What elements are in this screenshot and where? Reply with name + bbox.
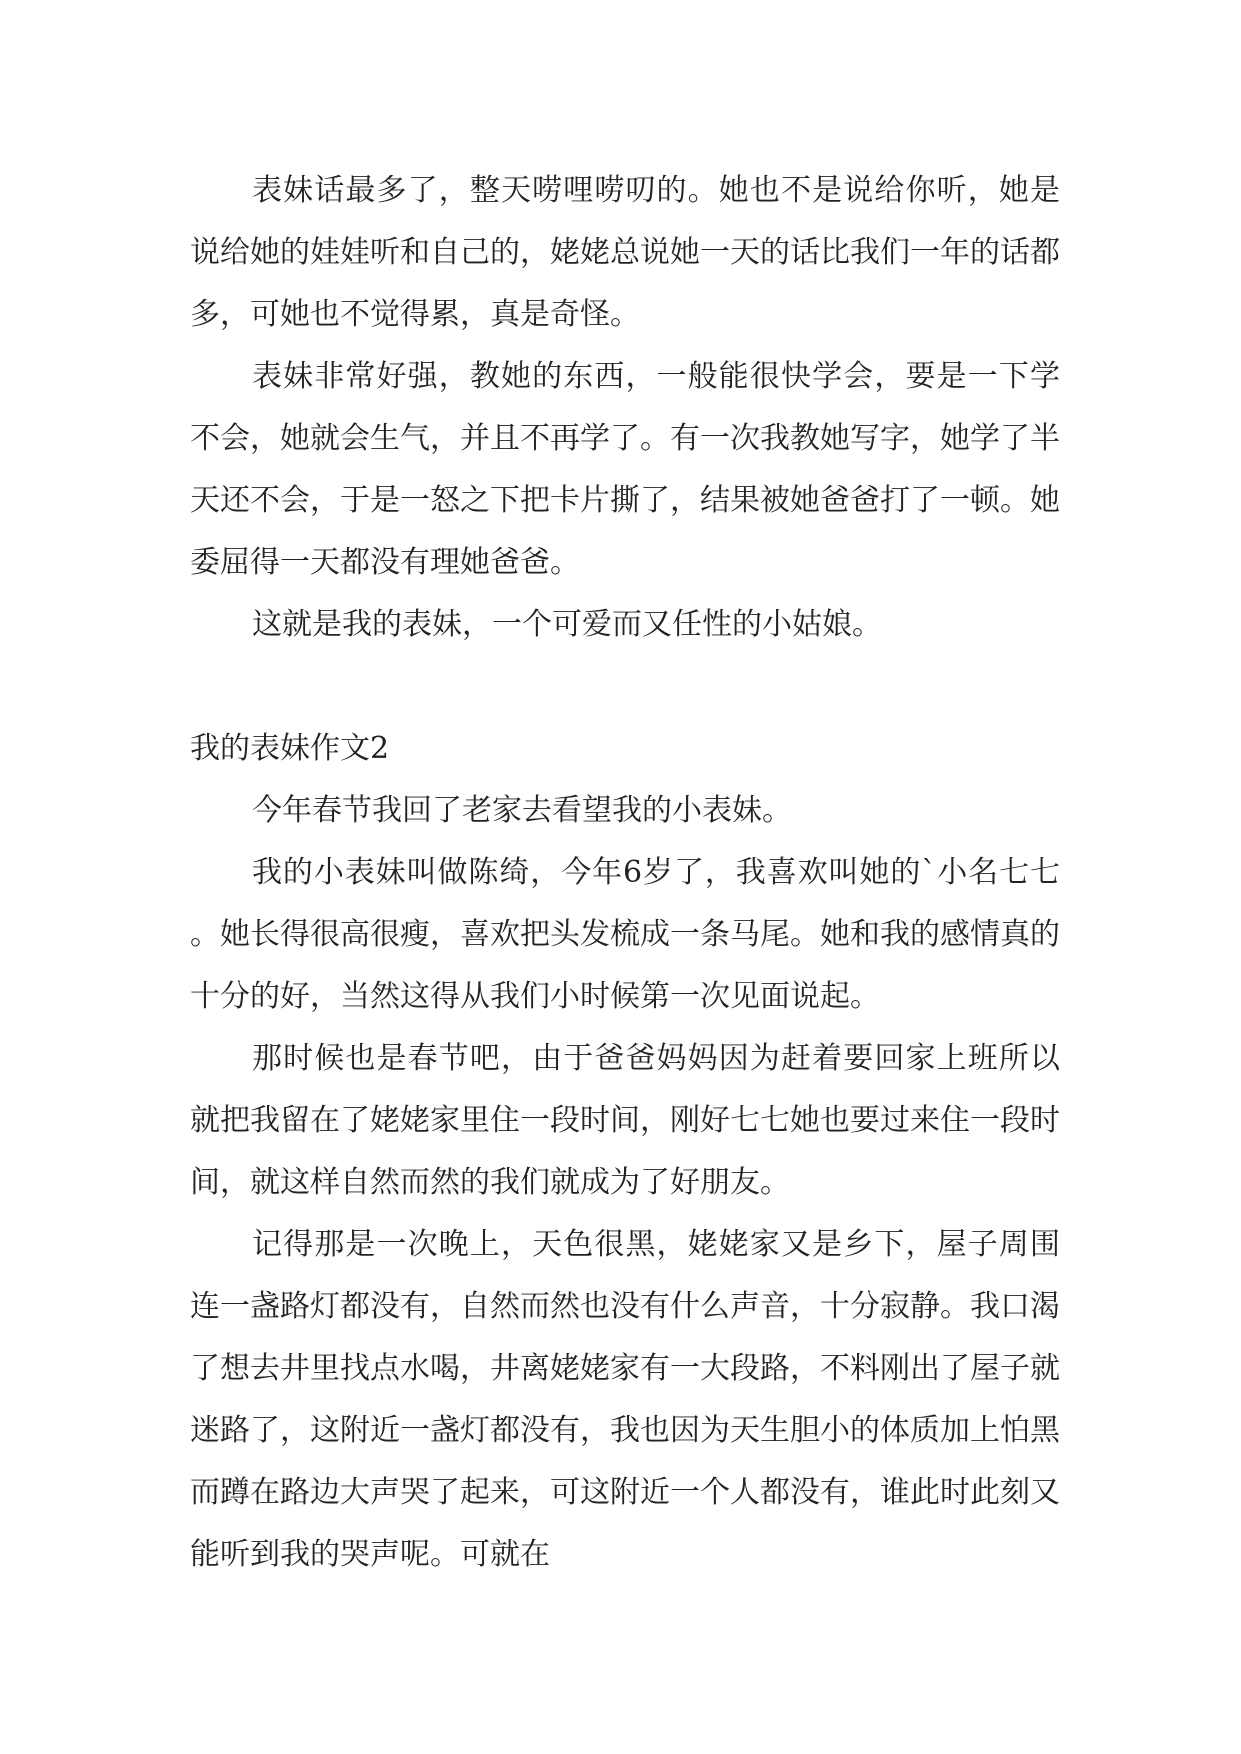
section-title: 我的表妹作文2: [190, 731, 390, 766]
paragraph: 今年春节我回了老家去看望我的小表妹。: [252, 793, 792, 828]
paragraph: 这就是我的表妹，一个可爱而又任性的小姑娘。: [252, 607, 882, 642]
section-gap: [190, 656, 1060, 718]
paragraph: 我的小表妹叫做陈绮，今年6岁了，我喜欢叫她的`小名七七。她长得很高很瘦，喜欢把头发梳成一条马尾。她和我的感情真的十分的好，当然这得从我们小时候第一次见面说起。: [190, 855, 1060, 1014]
paragraph: 表妹非常好强，教她的东西，一般能很快学会，要是一下学不会，她就会生气，并且不再学了。有一次我教她写字，她学了半天还不会，于是一怒之下把卡片撕了，结果被她爸爸打了一顿。她委屈得一天都没有理她爸爸。: [190, 359, 1060, 580]
paragraph: 那时候也是春节吧，由于爸爸妈妈因为赶着要回家上班所以就把我留在了姥姥家里住一段时间，刚好七七她也要过来住一段时间，就这样自然而然的我们就成为了好朋友。: [190, 1041, 1060, 1200]
paragraph: 记得那是一次晚上，天色很黑，姥姥家又是乡下，屋子周围连一盏路灯都没有，自然而然也没有什么声音，十分寂静。我口渴了想去井里找点水喝，井离姥姥家有一大段路，不料刚出了屋子就迷路了，这附近一盏灯都没有，我也因为天生胆小的体质加上怕黑而蹲在路边大声哭了起来，可这附近一个人都没有，谁此时此刻又能听到我的哭声呢。可就在: [190, 1227, 1060, 1572]
document-body: [190, 160, 1060, 1586]
paragraph: 表妹话最多了，整天唠哩唠叨的。她也不是说给你听，她是说给她的娃娃听和自己的，姥姥总说她一天的话比我们一年的话都多，可她也不觉得累，真是奇怪。: [190, 173, 1060, 332]
